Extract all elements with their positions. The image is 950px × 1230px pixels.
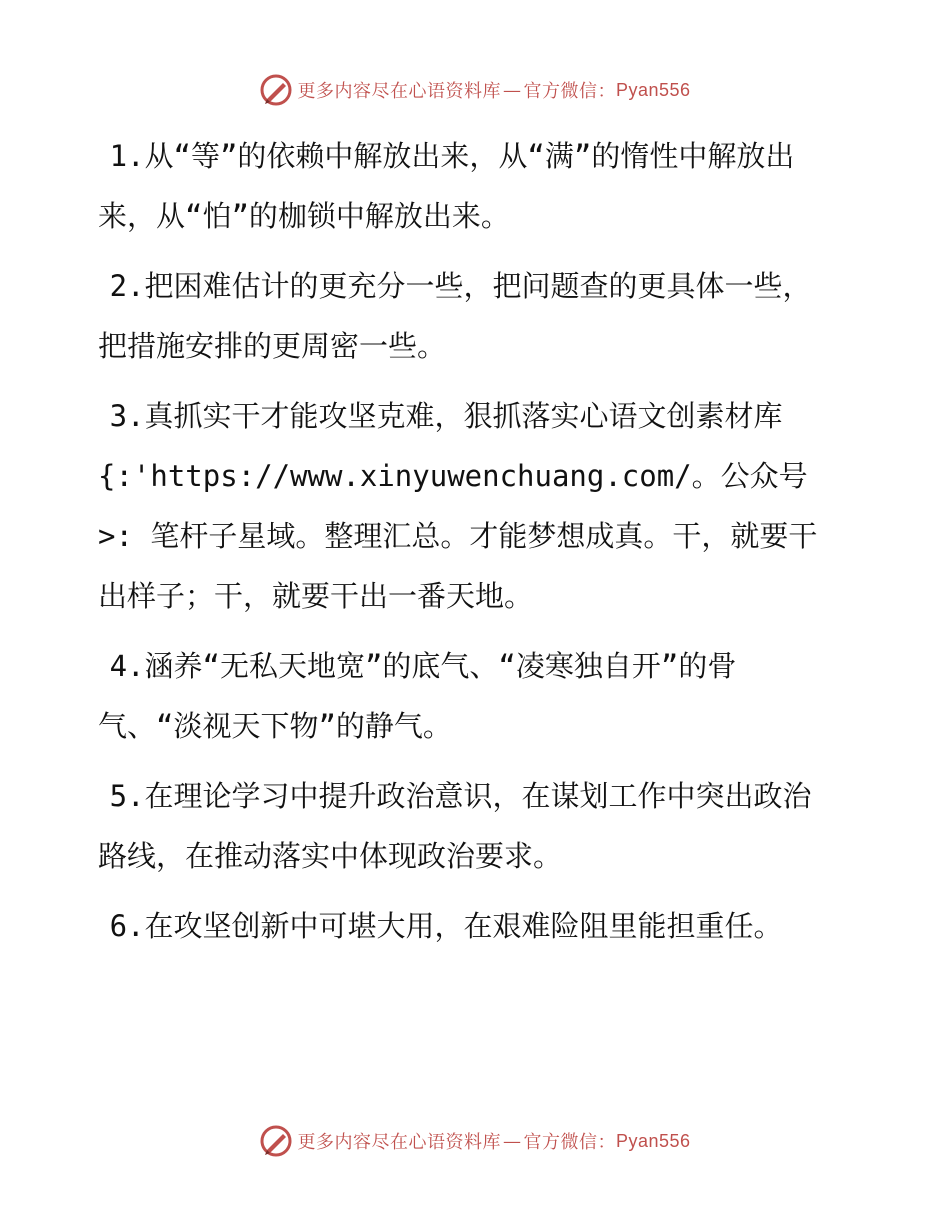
header-wechat-id: Pyan556 xyxy=(615,79,691,100)
document-body xyxy=(98,126,838,966)
footer-watermark xyxy=(0,1121,950,1161)
paragraph-3: 3.真抓实干才能攻坚克难，狠抓落实心语文创素材库{:'https://www.xinyuwenchuang.com/。公众号>: 笔杆子星域。整理汇总。才能梦想成真。干，就要干出样子；干，就要干出一番天地。 xyxy=(98,399,818,613)
paragraph-6: 6.在攻坚创新中可堪大用，在艰难险阻里能担重任。 xyxy=(109,909,783,943)
footer-main-text: 更多内容尽在心语资料库 xyxy=(297,1132,501,1153)
pen-logo-icon xyxy=(259,73,293,107)
header-watermark xyxy=(0,70,950,110)
pen-logo-icon xyxy=(259,1124,293,1158)
footer-separator: — xyxy=(502,1130,522,1152)
header-wechat-label: 官方微信： xyxy=(523,81,616,102)
paragraph-2: 2.把困难估计的更充分一些，把问题查的更具体一些，把措施安排的更周密一些。 xyxy=(98,269,812,363)
footer-wechat-label: 官方微信： xyxy=(523,1132,616,1153)
footer-wechat-id: Pyan556 xyxy=(615,1130,691,1151)
header-main-text: 更多内容尽在心语资料库 xyxy=(297,81,501,102)
paragraph-1: 1.从“等”的依赖中解放出来，从“满”的惰性中解放出来，从“怕”的枷锁中解放出来。 xyxy=(98,139,795,233)
paragraph-4: 4.涵养“无私天地宽”的底气、“凌寒独自开”的骨气、“淡视天下物”的静气。 xyxy=(98,649,737,743)
header-separator: — xyxy=(502,79,522,101)
paragraph-5: 5.在理论学习中提升政治意识，在谋划工作中突出政治路线，在推动落实中体现政治要求。 xyxy=(98,779,812,873)
